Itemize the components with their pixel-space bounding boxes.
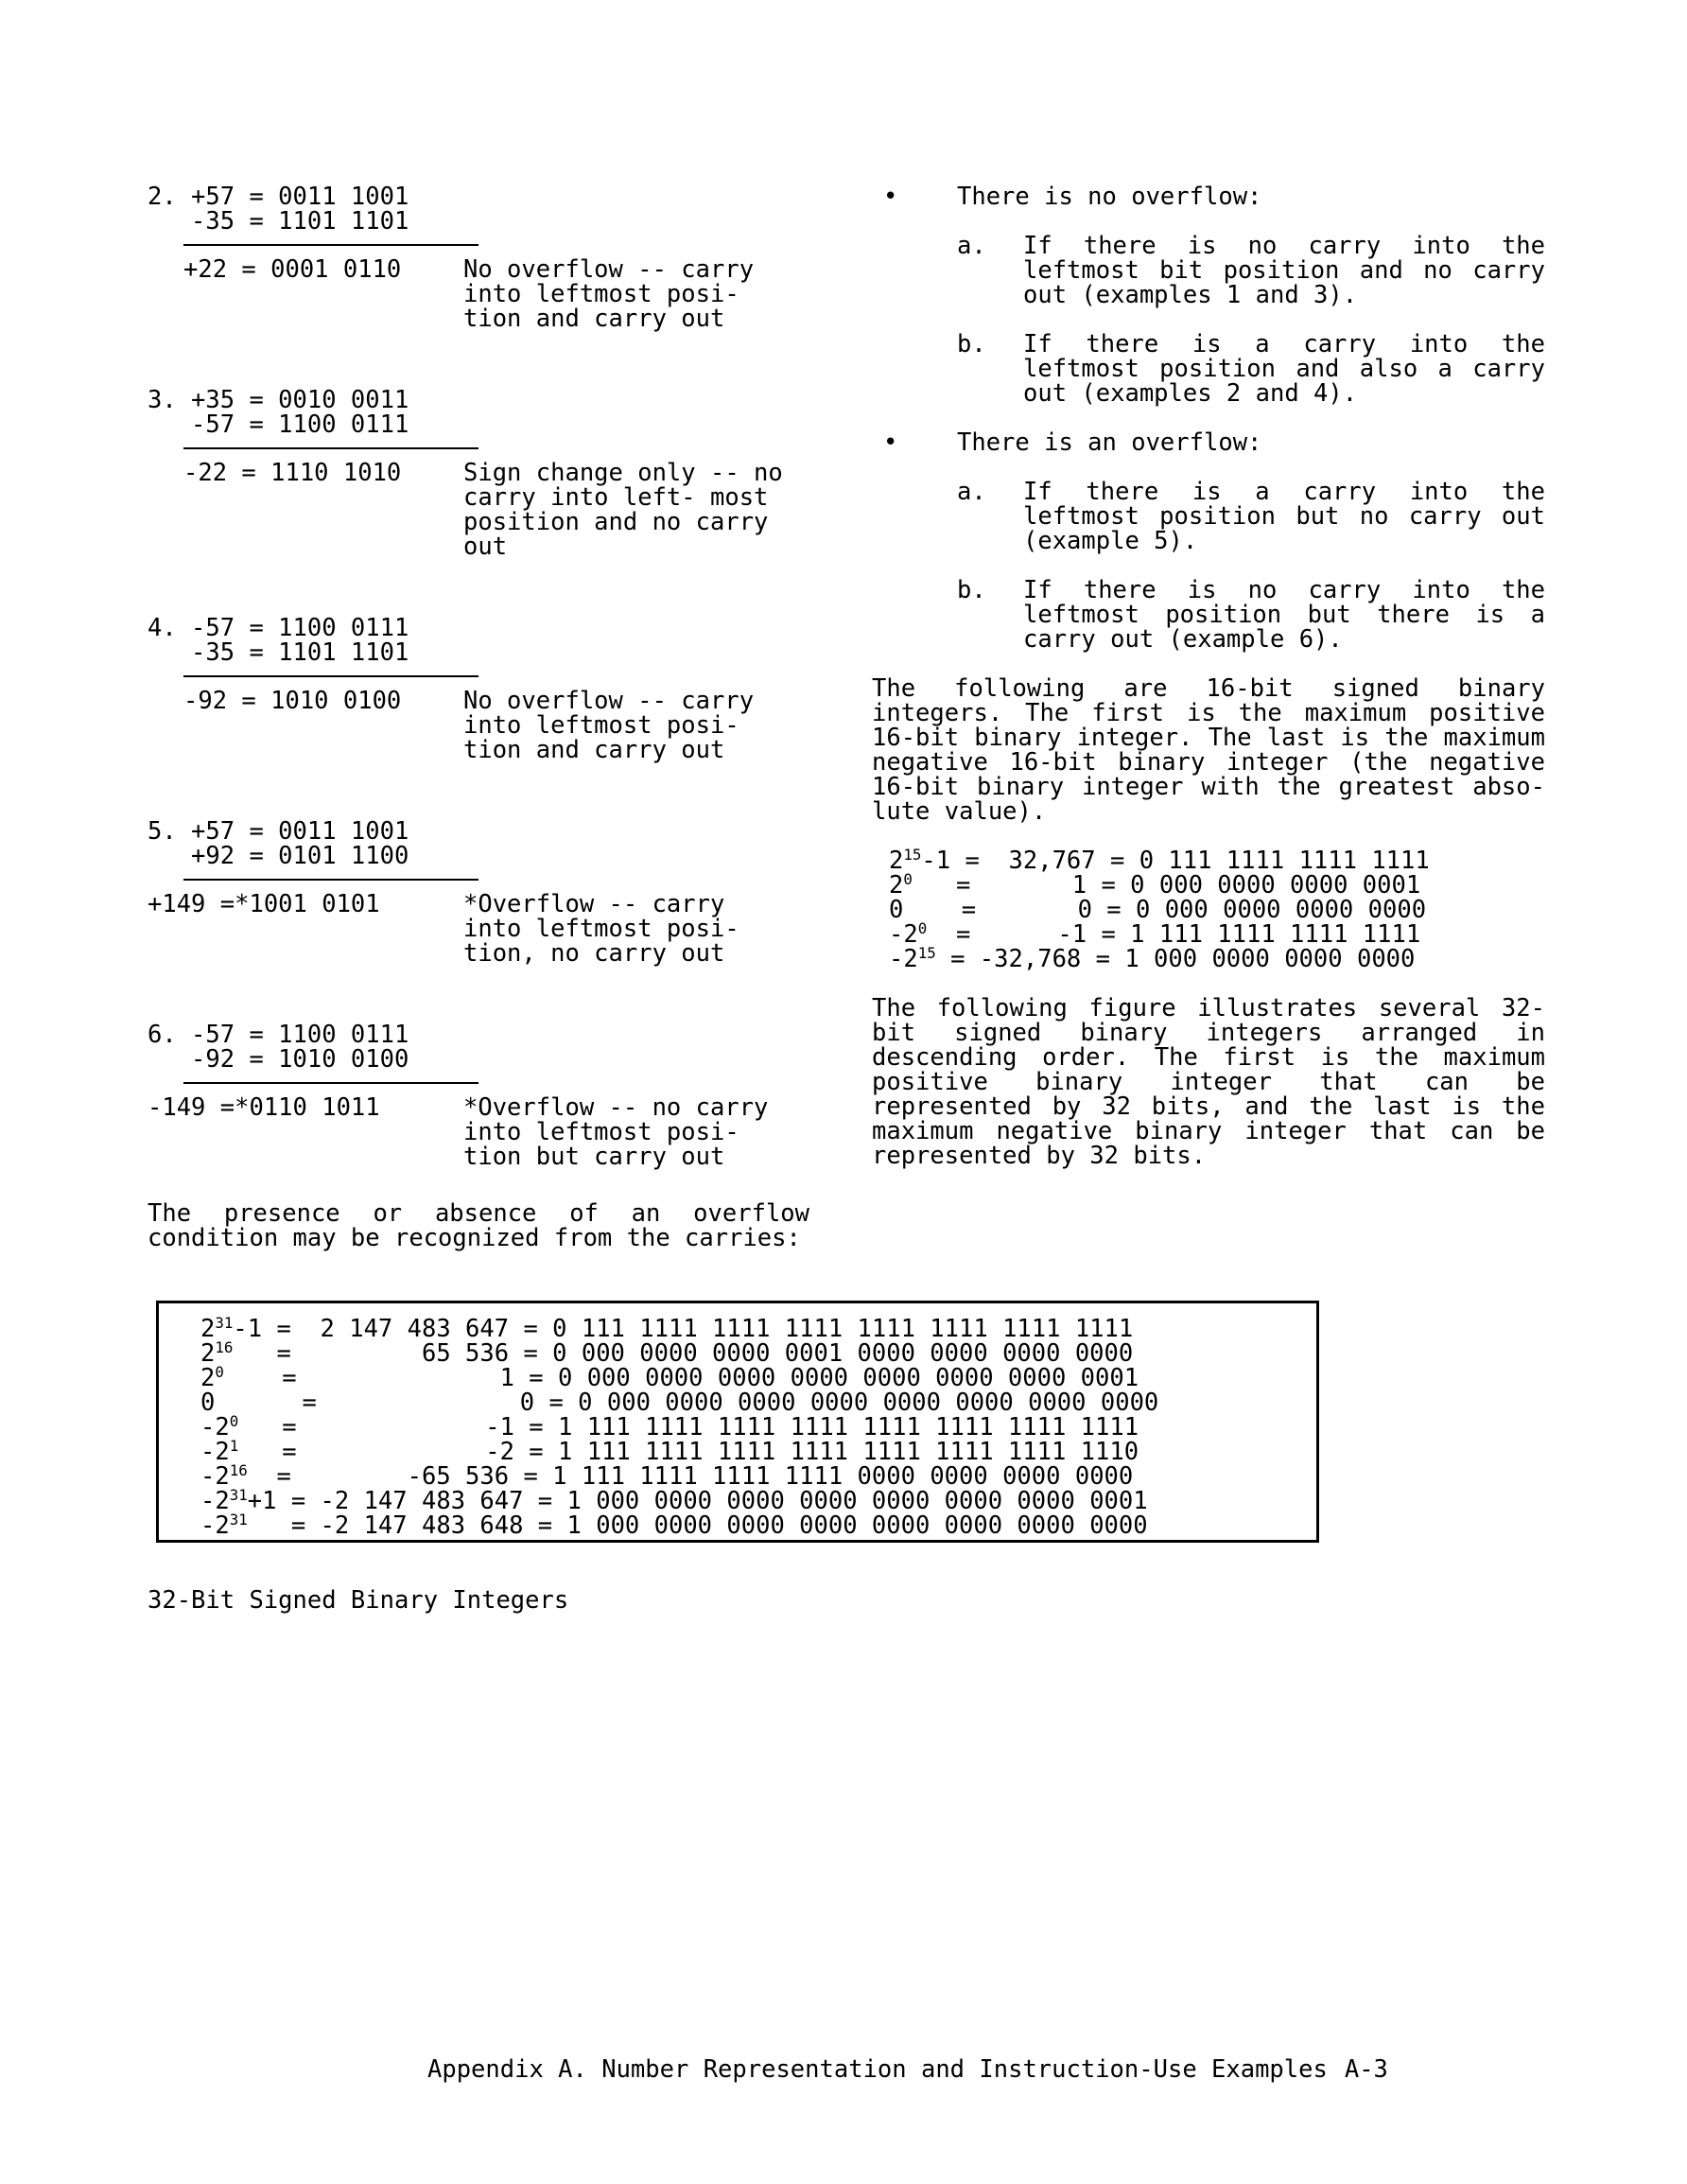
paragraph-32bit: The following figure illustrates several 32-bit signed binary integers arranged in descending order. The first is the maximum positive binary integer that can be represented by 32 bits, and the last is the maximum negative binary integer that can be represented by 32 bits.	[872, 994, 1545, 1170]
table-32bit	[200, 1313, 1316, 1540]
power-base: 2	[889, 871, 904, 900]
example-operand-line: -35 = 1101 1101	[148, 638, 409, 667]
example-operand-line: -92 = 1010 0100	[148, 1045, 409, 1074]
row-values: = 2 147 483 647 = 0 111 1111 1111 1111 1111 1111 1111 1111	[276, 1315, 1134, 1343]
sum-rule	[183, 1082, 478, 1084]
row-values: = 0 = 0 000 0000 0000 0000	[947, 896, 1427, 924]
table-row	[889, 943, 1545, 973]
example-operand-line: -35 = 1101 1101	[148, 207, 409, 236]
table-row	[889, 869, 1545, 900]
row-values: = -2 147 483 647 = 1 000 0000 0000 0000 0000 0000 0000 0001	[290, 1487, 1148, 1515]
row-values: = 32,767 = 0 111 1111 1111 1111	[950, 847, 1430, 875]
row-values: = -32,768 = 1 000 0000 0000 0000	[935, 945, 1416, 973]
table-row	[889, 898, 1545, 922]
table-row	[200, 1510, 1316, 1540]
table-row	[200, 1337, 1316, 1368]
bullet-marker: •	[883, 183, 898, 211]
power-exponent: 0	[229, 1411, 239, 1430]
right-column	[872, 184, 1545, 1168]
power-base: 2	[200, 1339, 216, 1368]
sub-item-text: If there is a carry into the leftmost position but no carry out (example 5).	[1023, 478, 1545, 555]
table-row	[200, 1362, 1316, 1392]
example-result: -149 =*0110 1011	[148, 1093, 380, 1122]
power-base: -2	[200, 1462, 230, 1491]
example-operand-line: 4. -57 = 1100 0111	[148, 614, 409, 642]
sub-item-text: If there is no carry into the leftmost position but there is a carry out (example 6).	[1023, 576, 1545, 654]
sub-item	[872, 578, 1545, 652]
sum-rule	[183, 244, 478, 246]
power-exponent: 16	[229, 1460, 248, 1479]
sub-item-text: If there is a carry into the leftmost position and also a carry out (examples 2 and 4).	[1023, 330, 1545, 408]
power-base: 2	[200, 1364, 216, 1392]
sum-rule	[183, 675, 478, 677]
example-result: -92 = 1010 0100	[183, 687, 402, 715]
sum-rule	[183, 447, 478, 449]
table-16bit	[889, 845, 1545, 973]
example-5	[148, 817, 809, 968]
sub-item-label: a.	[957, 232, 986, 260]
example-note: No overflow -- carry into leftmost posi- tion and carry out	[463, 255, 755, 333]
closing-paragraph: The presence or absence of an overflow condition may be recognized from the carries:	[148, 1199, 809, 1252]
power-exponent: 0	[903, 869, 913, 888]
example-3	[148, 386, 809, 561]
power-base: -2	[200, 1487, 230, 1515]
power-exponent: 15	[903, 845, 922, 864]
example-result: -22 = 1110 1010	[183, 459, 402, 487]
power-base: 0	[200, 1389, 216, 1417]
power-base: -2	[889, 945, 918, 973]
table-row	[200, 1436, 1316, 1466]
power-suffix: -1	[233, 1315, 277, 1343]
example-4	[148, 614, 809, 764]
power-exponent: 1	[229, 1436, 239, 1455]
table-row	[200, 1390, 1316, 1415]
bullet-marker: •	[883, 428, 898, 457]
sub-item	[872, 234, 1545, 307]
page-footer	[427, 2057, 1388, 2082]
sum-rule	[183, 879, 478, 881]
figure-caption: 32-Bit Signed Binary Integers	[148, 1586, 569, 1615]
page-number: A-3	[1344, 2055, 1388, 2084]
sub-item	[872, 480, 1545, 553]
row-values: = -2 = 1 111 1111 1111 1111 1111 1111 1111 1110	[282, 1438, 1139, 1466]
table-row	[889, 918, 1545, 949]
power-base: 0	[889, 896, 904, 924]
row-values: = -1 = 1 111 1111 1111 1111	[941, 920, 1421, 949]
sub-item-label: b.	[957, 330, 986, 358]
example-result: +22 = 0001 0110	[183, 255, 402, 284]
row-values: = 65 536 = 0 000 0000 0000 0001 0000 0000 0000 0000	[276, 1339, 1134, 1368]
example-operand-line: 3. +35 = 0010 0011	[148, 386, 409, 414]
table-row	[200, 1313, 1316, 1343]
power-exponent: 31	[229, 1485, 248, 1504]
power-exponent: 15	[917, 943, 936, 962]
power-base: 2	[200, 1315, 216, 1343]
row-values: = -1 = 1 111 1111 1111 1111 1111 1111 1111 1111	[282, 1413, 1139, 1441]
power-base: -2	[200, 1413, 230, 1441]
power-exponent: 0	[917, 918, 928, 937]
sub-item-text: If there is no carry into the leftmost bit position and no carry out (examples 1 and 3).	[1023, 232, 1545, 309]
power-exponent: 31	[215, 1313, 234, 1332]
power-suffix	[248, 1511, 291, 1540]
row-values: = -65 536 = 1 111 1111 1111 1111 0000 0000 0000 0000	[276, 1462, 1134, 1491]
row-values: = 1 = 0 000 0000 0000 0001	[941, 871, 1421, 900]
example-2	[148, 183, 809, 333]
example-operand-line: 5. +57 = 0011 1001	[148, 817, 409, 846]
example-operand-line: 2. +57 = 0011 1001	[148, 183, 409, 211]
power-base: -2	[200, 1511, 230, 1540]
sub-item-label: b.	[957, 576, 986, 604]
bullet-overflow	[872, 430, 1545, 455]
table-row	[200, 1485, 1316, 1515]
row-values: = 0 = 0 000 0000 0000 0000 0000 0000 0000 0000	[302, 1389, 1159, 1417]
example-note: *Overflow -- no carry into leftmost posi- tion but carry out	[463, 1093, 769, 1171]
power-base: -2	[889, 920, 918, 949]
left-column	[148, 184, 809, 1250]
sub-item	[872, 332, 1545, 406]
footer-text: Appendix A. Number Representation and Instruction-Use Examples	[427, 2055, 1328, 2084]
bullet-text: There is no overflow:	[957, 183, 1262, 211]
paragraph-16bit: The following are 16-bit signed binary integers. The first is the maximum positive 16-bit binary integer. The last is the maximum negative 16-bit binary integer (the negative 16-bit binary integer with the greatest abso- lute value).	[872, 674, 1545, 826]
sub-item-label: a.	[957, 478, 986, 506]
row-values: = -2 147 483 648 = 1 000 0000 0000 0000 0000 0000 0000 0000	[290, 1511, 1148, 1540]
row-values: = 1 = 0 000 0000 0000 0000 0000 0000 0000 0001	[282, 1364, 1139, 1392]
example-note: Sign change only -- no carry into left- most position and no carry out	[463, 459, 783, 561]
example-note: No overflow -- carry into leftmost posi- tion and carry out	[463, 687, 755, 764]
bullet-text: There is an overflow:	[957, 428, 1262, 457]
example-6	[148, 1021, 809, 1171]
power-exponent: 31	[229, 1510, 248, 1529]
power-exponent: 0	[215, 1362, 224, 1381]
example-note: *Overflow -- carry into leftmost posi- tion, no carry out	[463, 890, 739, 968]
power-base: 2	[889, 847, 904, 875]
bullet-no-overflow	[872, 184, 1545, 209]
example-result: +149 =*1001 0101	[148, 890, 380, 918]
power-base: -2	[200, 1438, 230, 1466]
example-operand-line: -57 = 1100 0111	[148, 411, 409, 439]
table-row	[200, 1411, 1316, 1441]
power-suffix: +1	[247, 1487, 291, 1515]
figure-32bit-table	[156, 1301, 1319, 1543]
power-suffix: -1	[921, 847, 951, 875]
example-operand-line: +92 = 0101 1100	[148, 842, 409, 870]
power-exponent: 16	[215, 1337, 234, 1356]
example-operand-line: 6. -57 = 1100 0111	[148, 1021, 409, 1049]
table-row	[200, 1460, 1316, 1491]
table-row	[889, 845, 1545, 875]
